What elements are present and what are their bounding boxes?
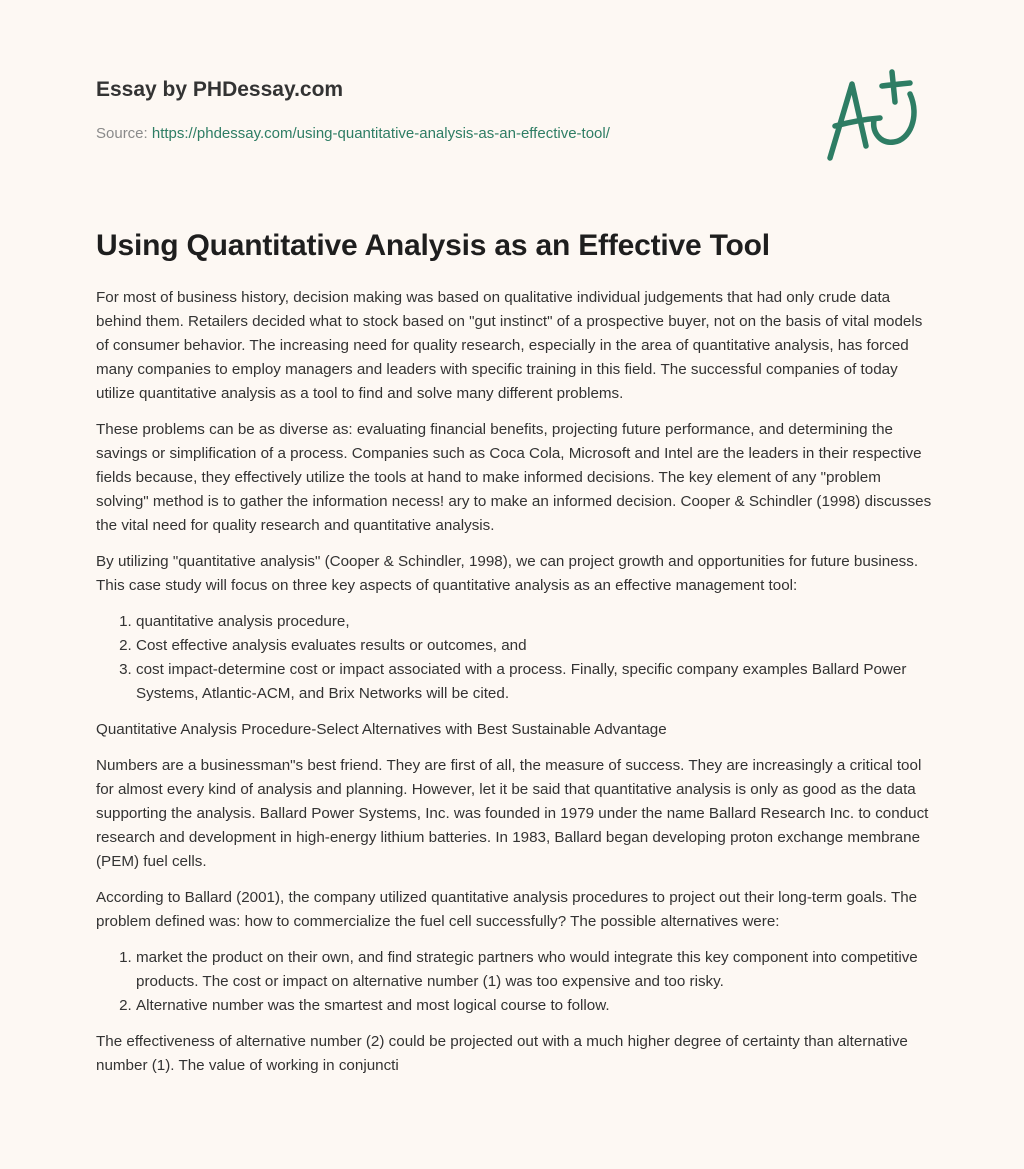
paragraph: By utilizing "quantitative analysis" (Cooper & Schindler, 1998), we can project growth and opportunities for future business. This case study will focus on three key aspects of quantitative analysis as an effective management tool:: [96, 553, 919, 594]
source-label: Source:: [96, 125, 148, 142]
paragraph: For most of business history, decision making was based on qualitative individual judgements that had only crude data behind them. Retailers decided what to stock based on "gut instinct" of a prospective buyer, not on the basis of vital models of consumer behavior. The increasing need for quality research, especially in the area of quantitative analysis, has forced many companies to employ managers and leaders with specific training in this field. The successful companies of today utilize quantitative analysis as a tool to find and solve many different problems.: [96, 289, 923, 402]
page-header: [96, 74, 796, 144]
a-plus-grade-icon: [822, 66, 932, 166]
list-item: 1. quantitative analysis procedure,: [136, 610, 936, 634]
aspects-list: [96, 610, 936, 706]
section-subheading: Quantitative Analysis Procedure-Select Alternatives with Best Sustainable Advantage: [96, 721, 667, 738]
paragraph: The effectiveness of alternative number (2) could be projected out with a much higher degree of certainty than alternative number (1). The value of working in conjuncti: [96, 1033, 908, 1074]
essay-content: [96, 226, 936, 1090]
list-item: 1. market the product on their own, and find strategic partners who would integrate this key component into competitive products. The cost or impact on alternative number (1) was too expensive and too risky.: [136, 946, 936, 994]
paragraph: Numbers are a businessman"s best friend. They are first of all, the measure of success. They are increasingly a critical tool for almost every kind of analysis and planning. However, let it be said that quantitative analysis is only as good as the data supporting the analysis. Ballard Power Systems, Inc. was founded in 1979 under the name Ballard Research Inc. to conduct research and development in high-energy lithium batteries. In 1983, Ballard began developing proton exchange membrane (PEM) fuel cells.: [96, 757, 929, 870]
list-item: 2. Alternative number was the smartest and most logical course to follow.: [136, 994, 936, 1018]
source-link[interactable]: https://phdessay.com/using-quantitative-analysis-as-an-effective-tool/: [151, 125, 610, 142]
source-line: [96, 124, 796, 144]
list-item: 3. cost impact-determine cost or impact associated with a process. Finally, specific company examples Ballard Power Systems, Atlantic-ACM, and Brix Networks will be cited.: [136, 658, 936, 706]
alternatives-list: [96, 946, 936, 1018]
paragraph: These problems can be as diverse as: evaluating financial benefits, projecting future performance, and determining the savings or simplification of a process. Companies such as Coca Cola, Microsoft and Intel are the leaders in their respective fields because, they effectively utilize the tools at hand to make informed decisions. The key element of any "problem solving" method is to gather the information necess! ary to make an informed decision. Cooper & Schindler (1998) discusses the vital need for quality research and quantitative analysis.: [96, 421, 932, 534]
list-item: 2. Cost effective analysis evaluates results or outcomes, and: [136, 634, 936, 658]
paragraph: According to Ballard (2001), the company utilized quantitative analysis procedures to project out their long-term goals. The problem defined was: how to commercialize the fuel cell successfully? The possible alternatives were:: [96, 889, 918, 930]
essay-title: Using Quantitative Analysis as an Effective Tool: [96, 229, 770, 262]
site-title: Essay by PHDessay.com: [96, 78, 344, 101]
